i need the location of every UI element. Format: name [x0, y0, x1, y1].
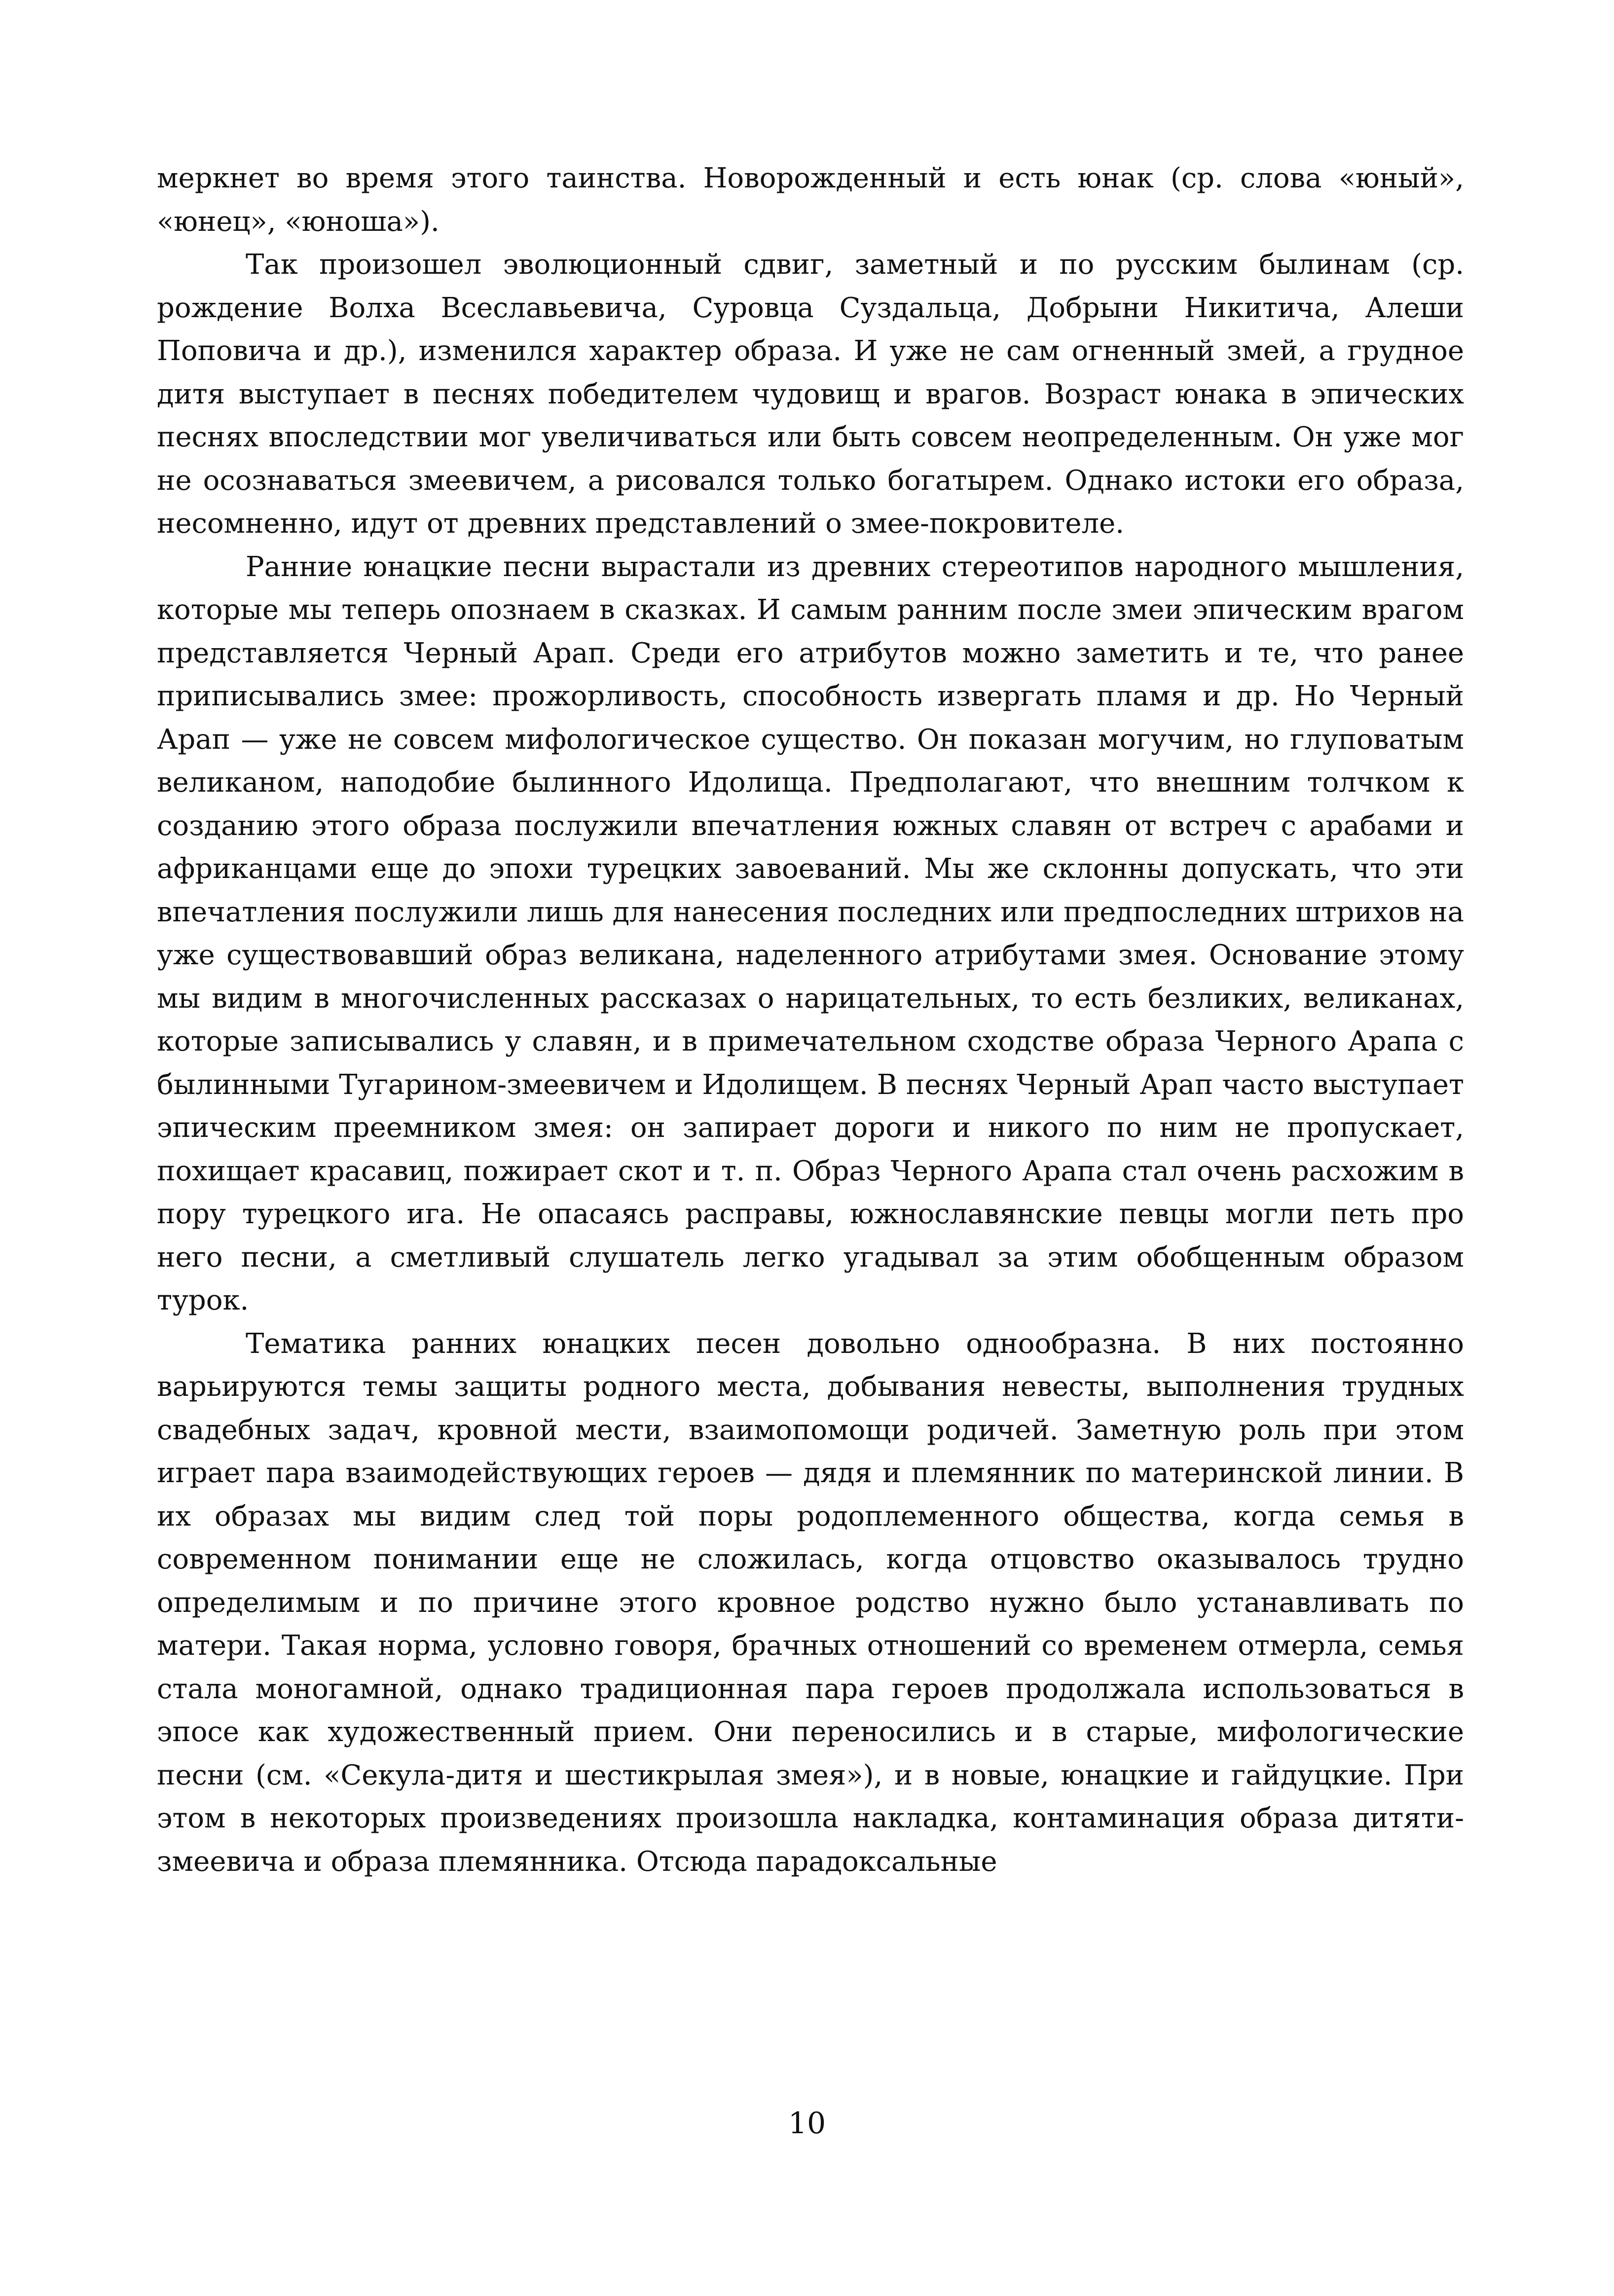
page-number: 10: [788, 2106, 826, 2141]
paragraph-continued: меркнет во время этого таинства. Новорожденный и есть юнак (ср. слова «юный», «юнец», «юноша»).: [157, 162, 1464, 238]
paragraph-early-themes: Тематика ранних юнацких песен довольно однообразна. В них постоянно варьируются темы защиты родного места, добывания невесты, выполнения трудных свадебных задач, кровной мести, взаимопомощи родичей. Заметную роль при этом играет пара взаимодействующих героев — дядя и племянник по материнской линии. В их образах мы видим след той поры родоплеменного общества, когда семья в современном понимании еще не сложилась, когда отцовство оказывалось трудно определимым и по причине этого кровное родство нужно было устанавливать по матери. Такая норма, условно говоря, брачных отношений со временем отмерла, семья стала моногамной, однако традиционная пара героев продолжала использоваться в эпосе как художественный прием. Они переносились и в старые, мифологические песни (см. «Секула-дитя и шестикрылая змея»), и в новые, юнацкие и гайдуцкие. При этом в некоторых произведениях произошла накладка, контаминация образа дитяти-змеевича и образа племянника. Отсюда парадоксальные: [157, 1327, 1464, 1878]
paragraph-black-arap: Ранние юнацкие песни вырастали из древних стереотипов народного мышления, которые мы теперь опознаем в сказках. И самым ранним после змеи эпическим врагом представляется Черный Арап. Среди его атрибутов можно заметить и те, что ранее приписывались змее: прожорливость, способность извергать пламя и др. Но Черный Арап — уже не совсем мифологическое существо. Он показан могучим, но глуповатым великаном, наподобие былинного Идолища. Предполагают, что внешним толчком к созданию этого образа послужили впечатления южных славян от встреч с арабами и африканцами еще до эпохи турецких завоеваний. Мы же склонны допускать, что эти впечатления послужили лишь для нанесения последних или предпоследних штрихов на уже существовавший образ великана, наделенного атрибутами змея. Основание этому мы видим в многочисленных рассказах о нарицательных, то есть безликих, великанах, которые записывались у славян, и в примечательном сходстве образа Черного Арапа с былинными Тугарином-змеевичем и Идолищем. В песнях Черный Арап часто выступает эпическим преемником змея: он запирает дороги и никого по ним не пропускает, похищает красавиц, пожирает скот и т. п. Образ Черного Арапа стал очень расхожим в пору турецкого ига. Не опасаясь расправы, южнославянские певцы могли петь про него песни, а сметливый слушатель легко угадывал за этим обобщенным образом турок.: [157, 550, 1464, 1316]
paragraph-evolutionary-shift: Так произошел эволюционный сдвиг, заметный и по русским былинам (ср. рождение Волха Всеславьевича, Суровца Суздальца, Добрыни Никитича, Алеши Поповича и др.), изменился характер образа. И уже не сам огненный змей, а грудное дитя выступает в песнях победителем чудовищ и врагов. Возраст юнака в эпических песнях впоследствии мог увеличиваться или быть совсем неопределенным. Он уже мог не осознаваться змеевичем, а рисовался только богатырем. Однако истоки его образа, несомненно, идут от древних представлений о змее-покровителе.: [157, 249, 1464, 540]
body-text: [157, 157, 1464, 1883]
